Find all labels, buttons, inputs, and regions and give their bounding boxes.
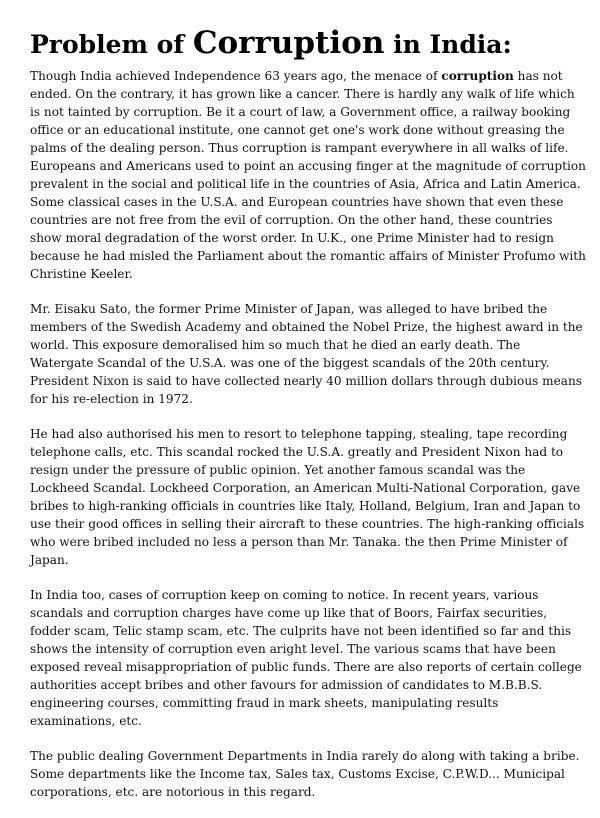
page-title [30, 25, 512, 63]
paragraph-4: In India too, cases of corruption keep on coming to notice. In recent years, various scandals and corruption charges have come up like that of Boors, Fairfax securities, fodder scam, Telic stamp scam, etc. The culprits have not been identified so far and this shows the intensity of corruption even aright level. The various scams that have been exposed reveal misappropriation of public funds. There are also reports of certain college authorities accept bribes and other favours for admission of candidates to M.B.B.S. engineering courses, committing fraud in mark sheets, manipulating results examinations, etc. [30, 588, 582, 728]
title-suffix: in India: [384, 30, 512, 59]
paragraph-5: The public dealing Government Departments in India rarely do along with taking a bribe. Some departments like the Income tax, Sales tax, Customs Excise, C.P.W.D... Municipal corporations, etc. are notorious in this regard. [30, 749, 580, 799]
article-body [30, 67, 586, 818]
paragraph-2: Mr. Eisaku Sato, the former Prime Minister of Japan, was alleged to have bribed the members of the Swedish Academy and obtained the Nobel Prize, the highest award in the world. This exposure demoralised him so much that he died an early death. The Watergate Scandal of the U.S.A. was one of the biggest scandals of the 20th century. President Nixon is said to have collected nearly 40 million dollars through dubious means for his re-election in 1972. [30, 302, 583, 406]
paragraph-3: He had also authorised his men to resort to telephone tapping, stealing, tape recording telephone calls, etc. This scandal rocked the U.S.A. greatly and President Nixon had to resign under the pressure of public opinion. Yet another famous scandal was the Lockheed Scandal. Lockheed Corporation, an American Multi-National Corporation, gave bribes to high-ranking officials in countries like Italy, Holland, Belgium, Iran and Japan to use their good offices in selling their aircraft to these countries. The high-ranking officials who were bribed included no less a person than Mr. Tanaka. the then Prime Minister of Japan. [30, 427, 585, 567]
keyword-corruption: corruption [441, 69, 514, 83]
paragraph-1-lead: Though India achieved Independence 63 years ago, the menace of [30, 69, 442, 83]
paragraph-1 [30, 67, 586, 283]
title-emphasis: Corruption [192, 25, 385, 61]
paragraph-1-rest: has not ended. On the contrary, it has grown like a cancer. There is hardly any walk of life which is not tainted by corruption. Be it a court of law, a Government office, a railway booking office or an educational institute, one cannot get one's work done without greasing the palms of the dealing person. Thus corruption is rampant everywhere in all walks of life. Europeans and Americans used to point an accusing finger at the magnitude of corruption prevalent in the social and political life in the countries of Asia, Africa and Latin America. Some classical cases in the U.S.A. and European countries have shown that even these countries are not free from the evil of corruption. On the other hand, these countries show moral degradation of the worst order. In U.K., one Prime Minister had to resign because he had misled the Parliament about the romantic affairs of Minister Profumo with Christine Keeler. [30, 69, 586, 281]
title-prefix: Problem of [30, 30, 193, 59]
